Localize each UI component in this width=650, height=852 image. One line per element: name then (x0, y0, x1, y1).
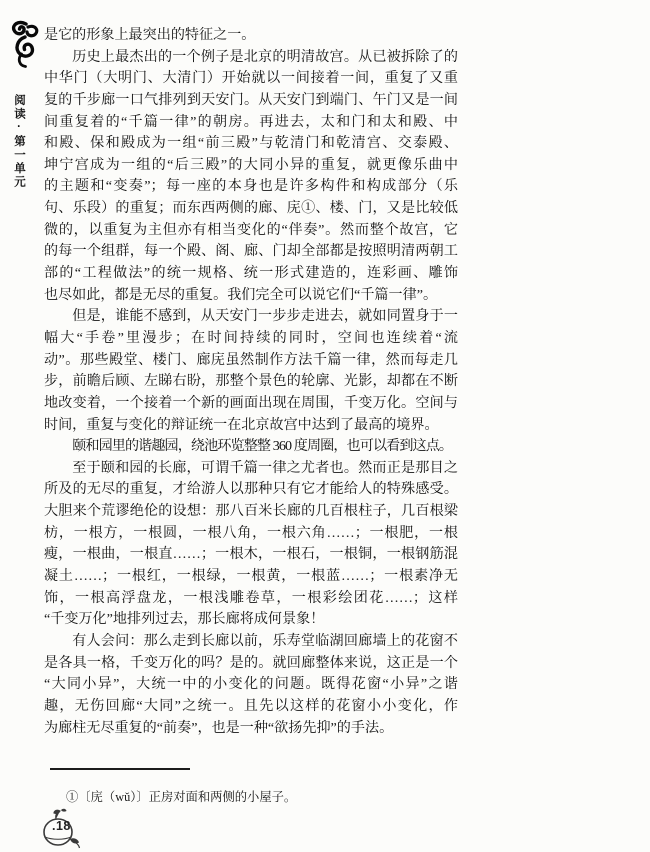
text-line: 有人会问：那么走到长廊以前，乐寿堂临湖回廊墙上的花窗不 (72, 632, 458, 649)
text-line: 历史上最杰出的一个例子是北京的明清故宫。从已被拆除了的 (72, 48, 458, 65)
text-line: 时间，重复与变化的辩证统一在北京故宫中达到了最高的境界。 (44, 416, 439, 433)
text-line: 的每一个组群，每一个殿、阁、廊、门却全部都是按照明清两朝工 (44, 243, 458, 260)
text-line: 动”。那些殿堂、楼门、廊庑虽然制作方法千篇一律，然而每走几 (44, 351, 458, 368)
text-line: 也尽如此，都是无尽的重复。我们完全可以说它们“千篇一律”。 (44, 286, 438, 303)
text-line: 颐和园里的谐趣园，绕池环览整整 360 度周圈，也可以看到这点。 (72, 438, 453, 455)
text-line: 但是，谁能不感到，从天安门一步步走进去，就如同置身于一 (72, 308, 458, 325)
text-line: 枋，一根方，一根圆，一根八角，一根六角……；一根肥，一根 (44, 524, 458, 541)
text-line: 瘦，一根曲，一根直……；一根木，一根石，一根铜，一根钢筋混 (44, 546, 458, 563)
footnote-text: ①〔庑（wǔ）〕正房对面和两侧的小屋子。 (66, 790, 297, 804)
text-line: 句、乐段）的重复；而东西两侧的廊、庑①、楼、门，又是比较低 (44, 200, 458, 217)
page-number: .18 (52, 819, 71, 833)
text-line: 间重复着的“千篇一律”的朝房。再进去，太和门和太和殿、中 (44, 113, 458, 130)
text-block (44, 25, 458, 739)
text-line: 为廊柱无尽重复的“前奏”，也是一种“欲扬先抑”的手法。 (44, 719, 394, 736)
text-line: 部的“工程做法”的统一规格、统一形式建造的，连彩画、雕饰 (44, 265, 458, 282)
text-line: 饰，一根高浮盘龙，一根浅雕卷草，一根彩绘团花……；这样 (44, 589, 458, 606)
text-line: 是它的形象上最突出的特征之一。 (44, 27, 256, 43)
text-line: 凝土……；一根红，一根绿，一根黄，一根蓝……；一根素净无 (44, 568, 458, 585)
text-line: 地改变着，一个接着一个新的画面出现在周围，千变万化。空间与 (44, 394, 458, 411)
text-line: “大同小异”，大统一中的小变化的问题。既得花窗“小异”之谐 (44, 676, 458, 693)
text-line: 趣，无伤回廊“大同”之统一。且先以这样的花窗小小变化，作 (44, 697, 458, 714)
text-line: “千变万化”地排列过去，那长廊将成何景象！ (44, 611, 325, 628)
text-line: 和殿、保和殿成为一组“前三殿”与乾清门和乾清宫、交泰殿、 (44, 135, 458, 152)
text-line: 所及的无尽的重复，才给游人以那种只有它才能给人的特殊感受。 (44, 481, 458, 498)
footnote-divider (50, 768, 190, 770)
text-line: 大胆来个荒谬绝伦的设想：那八百米长廊的几百根柱子，几百根梁 (44, 503, 458, 520)
text-line: 是各具一格，千变万化的吗？是的。就回廊整体来说，这正是一个 (44, 654, 458, 671)
page-number-ornament (36, 806, 92, 850)
sidebar-unit-label: 阅读·第一单元 (13, 94, 25, 189)
text-line: 复的千步廊一口气排列到天安门。从天安门到端门、午门又是一间 (44, 91, 458, 108)
corner-flourish-icon (8, 20, 44, 68)
text-line: 微的，以重复为主但亦有相当变化的“伴奏”。然而整个故宫，它 (44, 221, 458, 238)
text-line: 中华门（大明门、大清门）开始就以一间接着一间，重复了又重 (44, 70, 458, 87)
text-line: 幅大“手卷”里漫步；在时间持续的同时，空间也连续着“流 (44, 329, 458, 346)
text-line: 坤宁宫成为一组的“后三殿”的大同小异的重复，就更像乐曲中 (44, 156, 458, 173)
text-line: 的主题和“变奏”；每一座的本身也是许多构件和构成部分（乐 (44, 178, 458, 195)
text-line: 步，前瞻后顾、左睇右盼，那整个景色的轮廓、光影，却都在不断 (44, 373, 458, 390)
text-line: 至于颐和园的长廊，可谓千篇一律之尤者也。然而正是那目之 (72, 459, 458, 476)
